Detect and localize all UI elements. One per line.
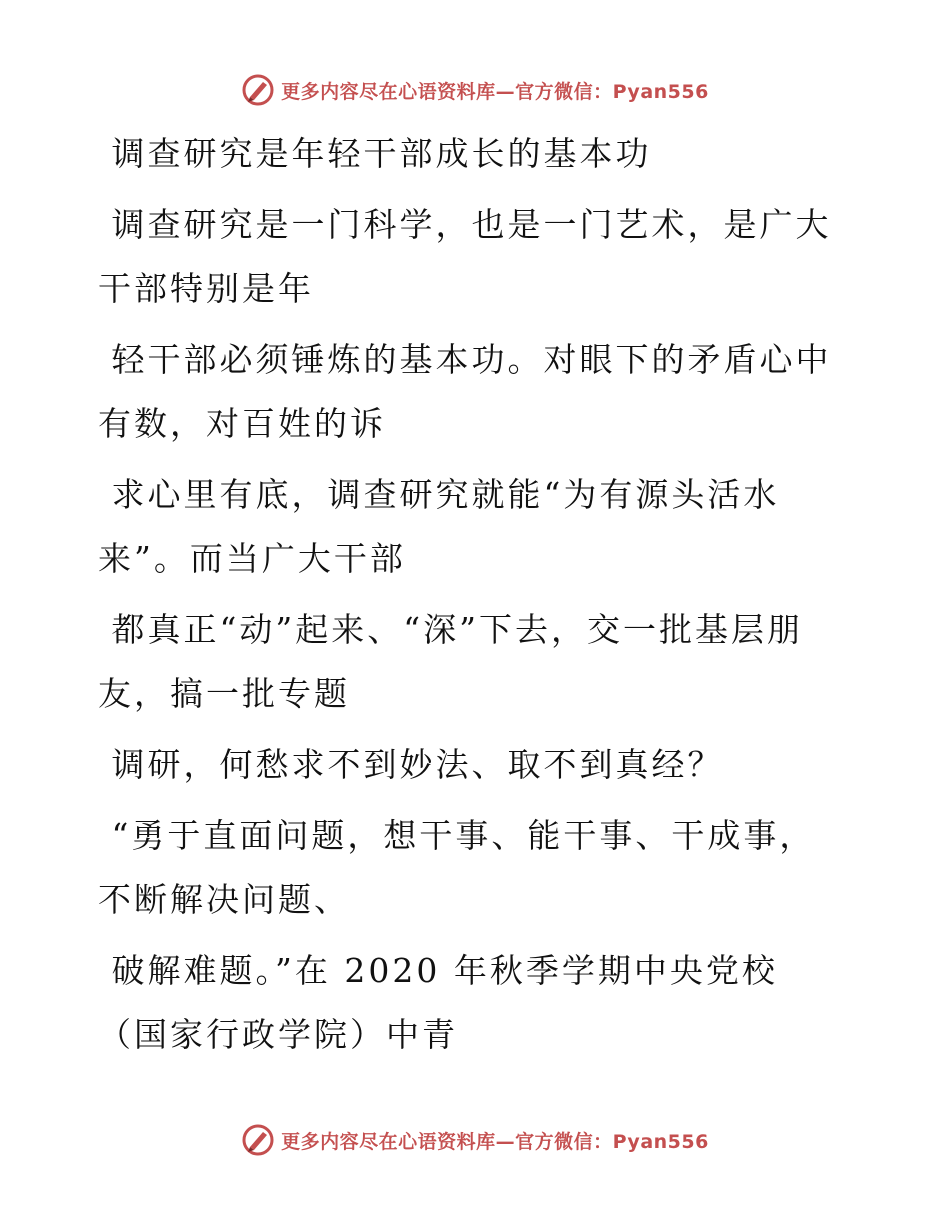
paragraph-5: 都真正“动”起来、“深”下去，交一批基层朋友，搞一批专题 bbox=[98, 610, 803, 713]
watermark-logo-icon bbox=[241, 1123, 275, 1157]
paragraph-3: 轻干部必须锤炼的基本功。对眼下的矛盾心中有数，对百姓的诉 bbox=[98, 340, 832, 443]
paragraph-8: 破解难题。”在 2020 年秋季学期中央党校（国家行政学院）中青 bbox=[98, 951, 778, 1054]
paragraph-2: 调查研究是一门科学，也是一门艺术，是广大干部特别是年 bbox=[98, 205, 832, 308]
paragraph-4: 求心里有底，调查研究就能“为有源头活水来”。而当广大干部 bbox=[98, 475, 780, 578]
paragraph-1: 调查研究是年轻干部成长的基本功 bbox=[98, 134, 652, 173]
watermark-logo-icon bbox=[241, 73, 275, 107]
watermark-text: 更多内容尽在心语资料库—官方微信：Pyan556 bbox=[281, 1130, 709, 1153]
watermark-text: 更多内容尽在心语资料库—官方微信：Pyan556 bbox=[281, 80, 709, 103]
paragraph-6: 调研，何愁求不到妙法、取不到真经？ bbox=[98, 745, 724, 784]
paragraph-7: “勇于直面问题，想干事、能干事、干成事，不断解决问题、 bbox=[98, 816, 816, 919]
watermark-header bbox=[0, 70, 950, 110]
document-body bbox=[98, 122, 838, 1074]
watermark-footer bbox=[0, 1120, 950, 1160]
